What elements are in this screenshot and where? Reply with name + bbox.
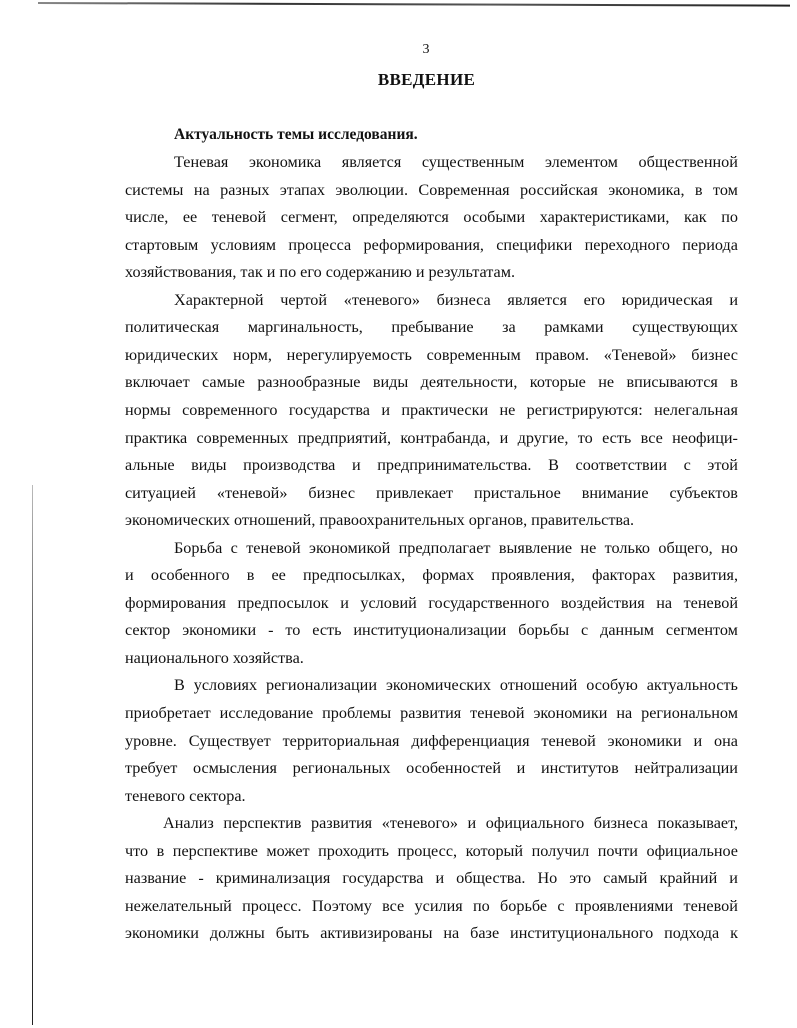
text-line: юридических норм, нерегулируемость современным правом. «Теневой» бизнес xyxy=(125,345,738,364)
text-line: название - криминализация государства и общества. Но это самый крайний и xyxy=(125,869,738,888)
text-line: нежелательный процесс. Поэтому все усилия по борьбе с проявлениями теневой xyxy=(125,896,738,915)
text-line: экономических отношений, правоохранительных органов, правительства. xyxy=(125,511,635,530)
text-line: политическая маргинальность, пребывание за рамками существующих xyxy=(125,318,738,337)
text-line: включает самые разнообразные виды деятельности, которые не вписываются в xyxy=(125,373,738,392)
text-line: Теневая экономика является существенным элементом общественной xyxy=(174,153,738,171)
section-subheading: Актуальность темы исследования. xyxy=(174,126,418,143)
text-line: Анализ перспектив развития «теневого» и официального бизнеса показывает, xyxy=(163,814,738,833)
page-number: 3 xyxy=(422,42,430,57)
page-title: ВВЕДЕНИЕ xyxy=(377,70,476,89)
text-line: ситуацией «теневой» бизнес привлекает пристальное внимание субъектов xyxy=(125,483,738,502)
text-line: экономики должны быть активизированы на базе институционального подхода к xyxy=(125,924,738,943)
text-line: и особенного в ее предпосылках, формах проявления, факторах развития, xyxy=(125,566,738,585)
text-line: нормы современного государства и практически не регистрируются: нелегальная xyxy=(125,400,738,419)
text-line: уровне. Существует территориальная дифференциация теневой экономики и она xyxy=(125,731,738,750)
text-line: практика современных предприятий, контрабанда, и другие, то есть все неофици- xyxy=(125,428,738,447)
text-line: Характерной чертой «теневого» бизнеса является его юридическая и xyxy=(174,290,738,309)
text-line: что в перспективе может проходить процесс, который получил почти официальное xyxy=(125,841,738,860)
text-line: требует осмысления региональных особенностей и институтов нейтрализации xyxy=(125,759,738,778)
text-line: системы на разных этапах эволюции. Современная российская экономика, в том xyxy=(125,180,738,199)
scan-left-edge xyxy=(32,485,33,1025)
text-line: хозяйствования, так и по его содержанию и результатам. xyxy=(125,263,516,282)
text-line: альные виды производства и предпринимательства. В соответствии с этой xyxy=(125,456,738,475)
text-line: национального хозяйства. xyxy=(125,648,304,667)
text-line: Борьба с теневой экономикой предполагает выявление не только общего, но xyxy=(174,538,738,557)
text-line: приобретает исследование проблемы развития теневой экономики на региональном xyxy=(125,704,738,722)
text-line: числе, ее теневой сегмент, определяются особыми характеристиками, как по xyxy=(125,208,738,227)
text-line: сектор экономики - то есть институционализации борьбы с данным сегментом xyxy=(125,621,738,640)
text-line: формирования предпосылок и условий государственного воздействия на теневой xyxy=(125,593,738,612)
scan-top-edge xyxy=(38,2,790,7)
text-line: стартовым условиям процесса реформирования, специфики переходного периода xyxy=(125,235,738,254)
text-line: теневого сектора. xyxy=(125,786,246,805)
text-line: В условиях регионализации экономических отношений особую актуальность xyxy=(174,676,738,695)
